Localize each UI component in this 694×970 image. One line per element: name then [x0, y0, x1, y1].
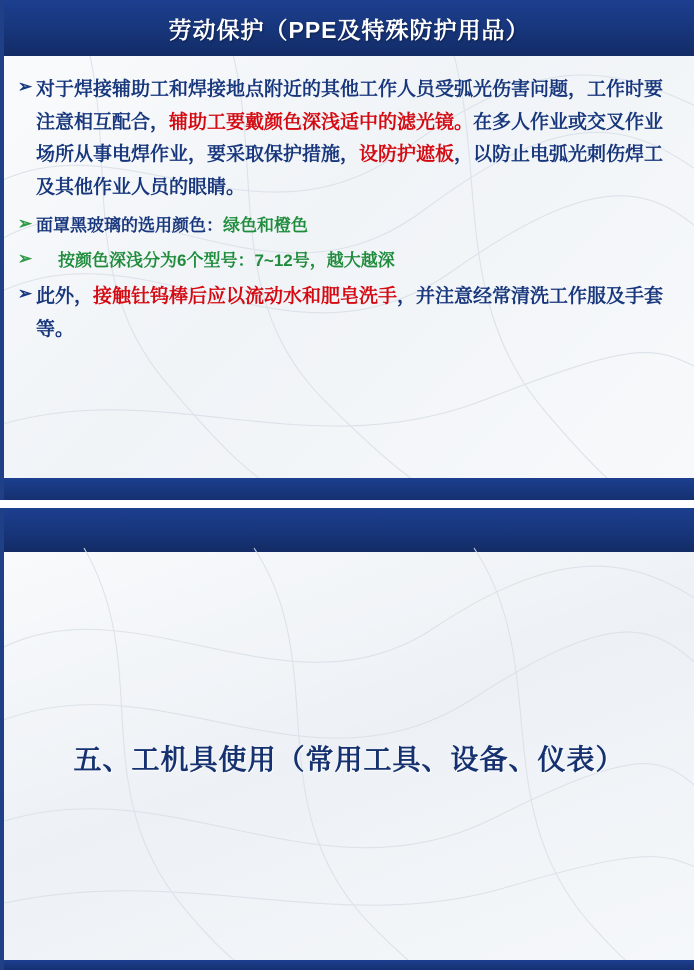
slide-section-five — [0, 508, 694, 970]
page-title: 劳动保护（PPE及特殊防护用品） — [168, 16, 530, 43]
bullet-segment-highlight: 绿色和橙色 — [223, 215, 308, 235]
bullet-segment: 此外， — [36, 286, 94, 308]
list-item — [14, 74, 680, 205]
bullet-segment: 对于焊接辅助工和焊接地点附近的其他工作人员受弧光伤害问题，工作时要注意相互配合， — [36, 79, 664, 133]
arrow-bullet-icon: ➢ — [17, 213, 33, 233]
slide-center-content — [4, 738, 694, 778]
list-item — [14, 211, 680, 240]
section-title: 五、工机具使用（常用工具、设备、仪表） — [73, 744, 625, 775]
slide-footer-bar — [4, 960, 694, 970]
list-item — [14, 246, 680, 275]
list-item — [14, 281, 680, 346]
arrow-bullet-icon: ➢ — [17, 77, 33, 96]
slide-footer-bar — [4, 478, 694, 500]
arrow-bullet-icon: ➢ — [17, 284, 33, 304]
bullet-text — [36, 74, 680, 205]
bullet-segment: 面罩黑玻璃的选用颜色： — [36, 215, 223, 235]
bullet-segment-highlight: 按颜色深浅分为6个型号：7~12号，越大越深 — [58, 250, 395, 270]
slide-divider — [0, 500, 694, 508]
bullet-segment: ，并注意经常清洗工作服及手套等。 — [36, 286, 664, 340]
bullet-text — [36, 211, 680, 240]
bullet-segment-highlight: 接触钍钨棒后应以流动水和肥皂洗手 — [93, 286, 398, 308]
bullet-segment: 在多人作业或交叉作业场所从事电焊作业，要采取保护措施， — [36, 111, 664, 166]
slide-title-bar — [4, 0, 694, 56]
bullet-segment: ，以防止电弧光刺伤焊工及其他作业人员的眼睛。 — [36, 144, 664, 199]
bullet-text — [36, 246, 680, 275]
bullet-segment-highlight: 辅助工要戴颜色深浅适中的滤光镜。 — [169, 111, 474, 133]
bullet-text — [36, 281, 680, 346]
slide-body — [4, 56, 694, 347]
slide-header-bar — [4, 508, 694, 552]
bullet-segment-highlight: 设防护遮板 — [359, 144, 455, 166]
arrow-bullet-icon: ➢ — [17, 248, 33, 268]
